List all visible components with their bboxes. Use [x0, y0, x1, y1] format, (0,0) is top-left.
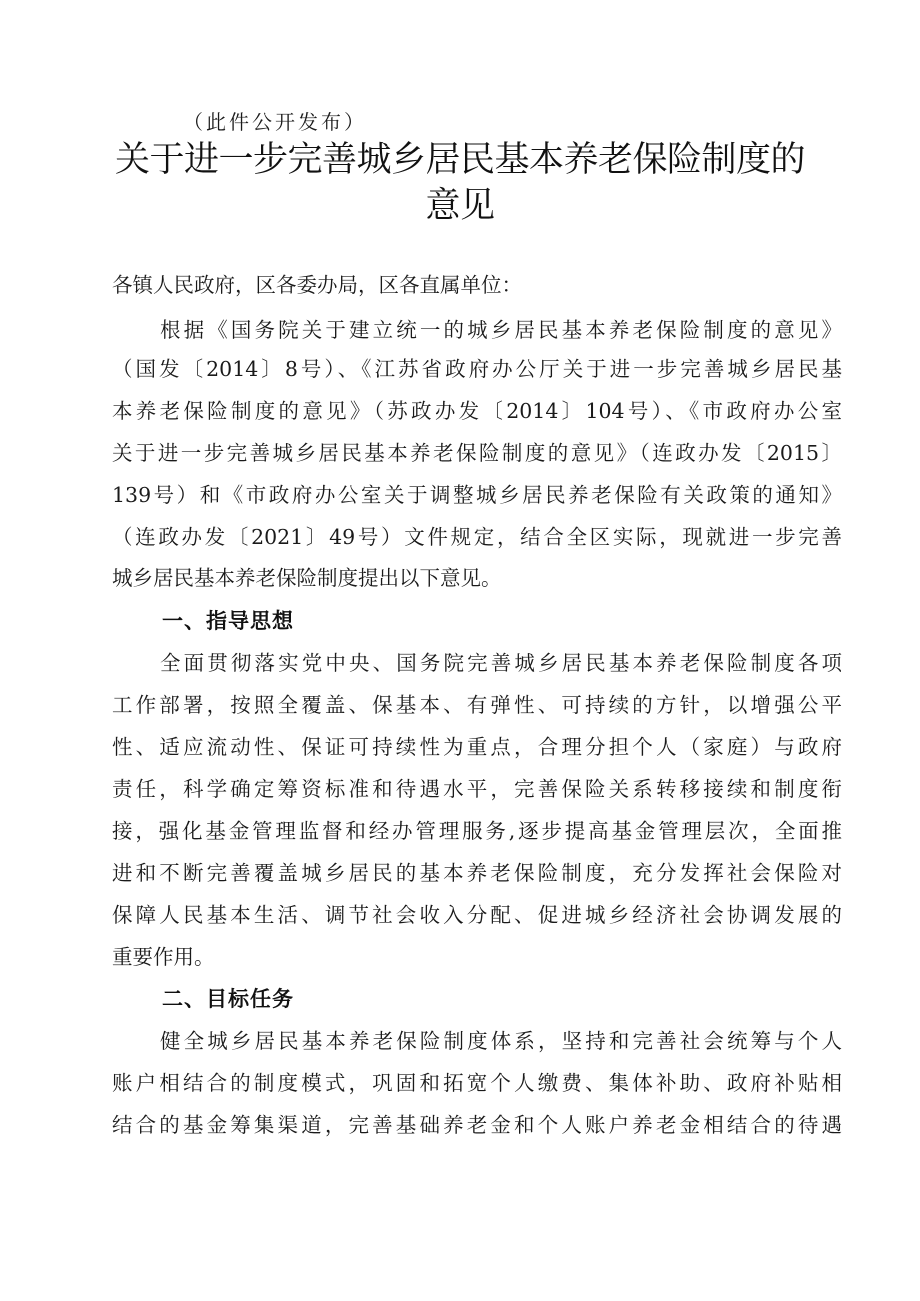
section1-line: 保障人民基本生活、调节社会收入分配、促进城乡经济社会协调发展的 — [112, 903, 842, 927]
document-title-line-2: 意见 — [425, 186, 495, 226]
salutation: 各镇人民政府，区各委办局，区各直属单位： — [112, 273, 522, 297]
section1-line: 重要作用。 — [112, 945, 215, 969]
section-heading-goals-tasks: 二、目标任务 — [162, 987, 294, 1011]
intro-line: 本养老保险制度的意见》（苏政办发〔2014〕104号）、《市政府办公室 — [112, 399, 842, 423]
intro-line: （国发〔2014〕8号）、《江苏省政府办公厅关于进一步完善城乡居民基 — [112, 357, 842, 381]
section1-line: 进和不断完善覆盖城乡居民的基本养老保险制度，充分发挥社会保险对 — [112, 861, 842, 885]
section1-line: 接，强化基金管理监督和经办管理服务,逐步提高基金管理层次，全面推 — [112, 819, 842, 843]
intro-line: 关于进一步完善城乡居民基本养老保险制度的意见》（连政办发〔2015〕 — [112, 441, 842, 465]
section2-line: 结合的基金筹集渠道，完善基础养老金和个人账户养老金相结合的待遇 — [112, 1113, 842, 1137]
section1-line: 工作部署，按照全覆盖、保基本、有弹性、可持续的方针，以增强公平 — [112, 693, 842, 717]
intro-line: 139号）和《市政府办公室关于调整城乡居民养老保险有关政策的通知》 — [112, 483, 842, 507]
intro-line: 城乡居民基本养老保险制度提出以下意见。 — [112, 566, 502, 590]
section-heading-guiding-ideology: 一、指导思想 — [162, 609, 294, 633]
section1-line: 责任，科学确定筹资标准和待遇水平，完善保险关系转移接续和制度衔 — [112, 777, 842, 801]
section2-line: 账户相结合的制度模式，巩固和拓宽个人缴费、集体补助、政府补贴相 — [112, 1071, 842, 1095]
intro-line: （连政办发〔2021〕49号）文件规定，结合全区实际，现就进一步完善 — [112, 525, 842, 549]
section2-line: 健全城乡居民基本养老保险制度体系，坚持和完善社会统筹与个人 — [160, 1029, 842, 1053]
document-title-line-1: 关于进一步完善城乡居民基本养老保险制度的 — [114, 140, 805, 180]
intro-line: 根据《国务院关于建立统一的城乡居民基本养老保险制度的意见》 — [160, 318, 842, 342]
section1-line: 性、适应流动性、保证可持续性为重点，合理分担个人（家庭）与政府 — [112, 735, 842, 759]
publication-notice: （此件公开发布） — [183, 110, 367, 134]
section1-line: 全面贯彻落实党中央、国务院完善城乡居民基本养老保险制度各项 — [160, 651, 842, 675]
